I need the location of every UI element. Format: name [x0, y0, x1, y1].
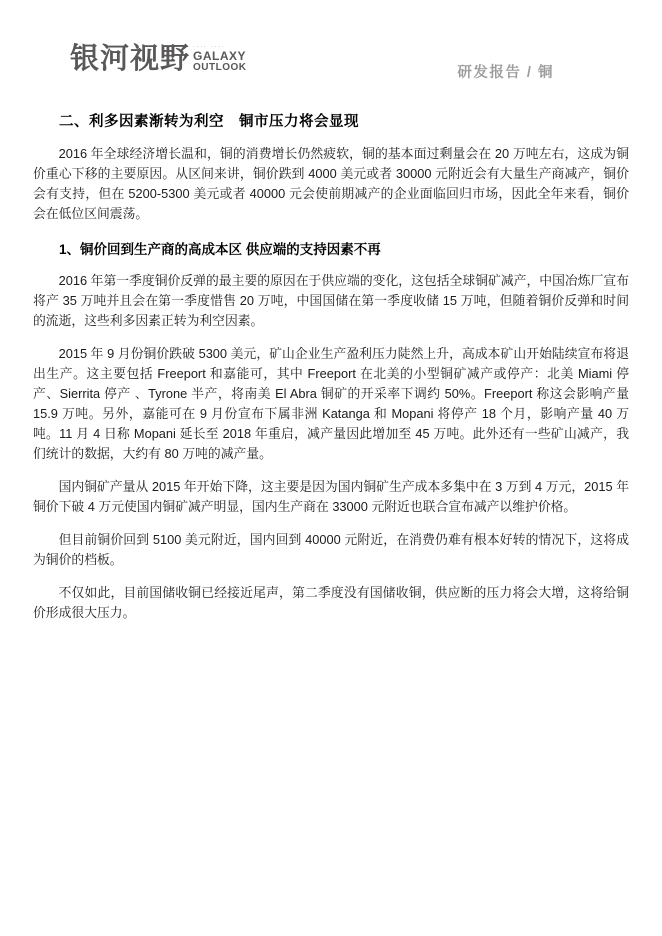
- body-paragraph: 2016 年第一季度铜价反弹的最主要的原因在于供应端的变化，这包括全球铜矿减产，中国冶炼厂宣布将产 35 万吨并且会在第一季度惜售 20 万吨，中国国储在第一季度收储 15 万吨，但随着铜价反弹和时间的流逝，这些利多因素正转为利空因素。: [33, 273, 629, 328]
- document-body: [0, 110, 662, 623]
- body-paragraph: 2015 年 9 月份铜价跌破 5300 美元，矿山企业生产盈利压力陡然上升，高成本矿山开始陆续宣布将退出生产。这主要包括 Freeport 和嘉能可，其中 Freeport 在北美的小型铜矿减产或停产：北美 Miami 停产、Sierrita 停产 、Tyrone 半产，将南美 El Abra 铜矿的开采率下调约 50%。Freeport 称这会影响产量 15.9 万吨。另外，嘉能可在 9 月份宣布下属非洲 Katanga 和 Mopani 将停产 18 个月，影响产量 40 万吨。11 月 4 日称 Mopani 延长至 2018 年重启，减产量因此增加至 45 万吨。此外还有一些矿山减产，我们统计的数据，大约有 80 万吨的减产量。: [33, 346, 629, 461]
- subsection-heading: 1、铜价回到生产商的高成本区 供应端的支持因素不再: [59, 242, 381, 257]
- galaxy-outlook-logo: [70, 44, 247, 74]
- logo-dots-decoration: ···· ····: [193, 44, 226, 50]
- body-paragraph: 2016 年全球经济增长温和，铜的消费增长仍然疲软，铜的基本面过剩量会在 20 万吨左右，这成为铜价重心下移的主要原因。从区间来讲，铜价跌到 4000 美元或者 30000 元附近会有大量生产商减产，铜价会有支持，但在 5200-5300 美元或者 40000 元会使前期减产的企业面临回归市场，因此全年来看，铜价会在低位区间震荡。: [33, 146, 629, 221]
- section-heading: 二、利多因素渐转为利空 铜市压力将会显现: [59, 114, 359, 130]
- report-type-label: 研发报告 / 铜: [457, 65, 554, 81]
- logo-outlook-text: OUTLOOK: [193, 62, 247, 73]
- logo-galaxy-text: GALAXY: [193, 49, 247, 63]
- body-paragraph: 但目前铜价回到 5100 美元附近，国内回到 40000 元附近，在消费仍难有根本好转的情况下，这将成为铜价的档板。: [33, 532, 629, 567]
- logo-chinese-text: 银河视野: [70, 43, 191, 75]
- logo-english-block: [193, 44, 247, 73]
- body-paragraph: 国内铜矿产量从 2015 年开始下降，这主要是因为国内铜矿生产成本多集中在 3 万到 4 万元，2015 年铜价下破 4 万元使国内铜矿减产明显，国内生产商在 33000 元附近也联合宣布减产以维护价格。: [33, 479, 629, 514]
- page-header: [0, 0, 662, 92]
- body-paragraph: 不仅如此，目前国储收铜已经接近尾声，第二季度没有国储收铜，供应断的压力将会大增，这将给铜价形成很大压力。: [33, 585, 629, 620]
